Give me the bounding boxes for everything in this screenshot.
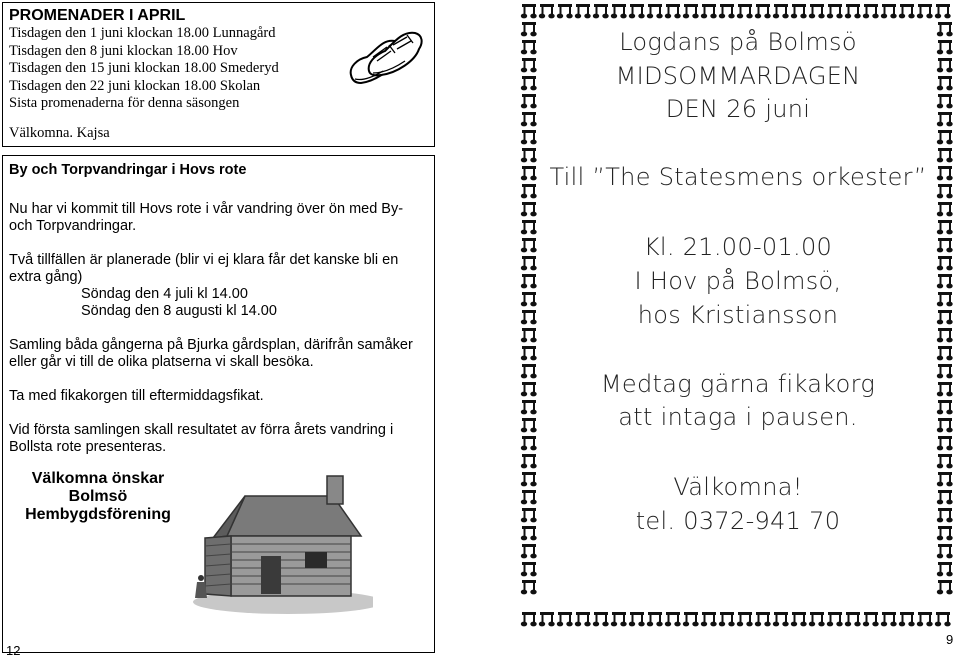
event-date: DEN 26 juni	[665, 95, 811, 123]
vandring-paragraph: Nu har vi kommit till Hovs rote i vår vandring över ön med By- och Torpvandringar.	[9, 201, 404, 234]
event-phone: tel. 0372-941 70	[635, 507, 841, 535]
music-note-icon	[521, 364, 537, 378]
music-note-icon	[937, 400, 953, 414]
music-note-icon	[521, 612, 537, 626]
music-note-icon	[755, 612, 771, 626]
page-number-left: 12	[6, 643, 21, 658]
music-note-icon	[845, 612, 861, 626]
music-note-icon	[665, 4, 681, 18]
music-note-icon	[521, 400, 537, 414]
event-day: MIDSOMMARDAGEN	[615, 62, 861, 90]
music-note-icon	[937, 256, 953, 270]
signature-line: Bolmsö	[68, 488, 128, 505]
music-note-icon	[935, 612, 951, 626]
music-note-icon	[521, 94, 537, 108]
music-note-icon	[521, 76, 537, 90]
music-note-icon	[521, 40, 537, 54]
music-note-icon	[937, 112, 953, 126]
music-note-icon	[773, 612, 789, 626]
music-note-icon	[755, 4, 771, 18]
music-note-icon	[809, 4, 825, 18]
music-note-icon	[683, 612, 699, 626]
music-note-icon	[521, 562, 537, 576]
music-note-icon	[701, 4, 717, 18]
music-note-icon	[521, 436, 537, 450]
music-note-icon	[937, 310, 953, 324]
music-note-icon	[521, 382, 537, 396]
promenad-line: Tisdagen den 1 juni klockan 18.00 Lunnagård	[9, 25, 276, 41]
music-note-icon	[521, 490, 537, 504]
music-note-icon	[629, 4, 645, 18]
music-note-icon	[521, 310, 537, 324]
music-note-icon	[937, 562, 953, 576]
music-note-icon	[937, 58, 953, 72]
music-note-icon	[937, 346, 953, 360]
music-note-icon	[647, 4, 663, 18]
music-note-icon	[827, 4, 843, 18]
music-note-icon	[521, 544, 537, 558]
music-note-icon	[521, 220, 537, 234]
promenad-line: Tisdagen den 8 juni klockan 18.00 Hov	[9, 42, 238, 59]
page-number-right: 9	[946, 632, 954, 647]
vandring-date: Söndag den 4 juli kl 14.00	[81, 286, 248, 302]
music-note-icon	[937, 130, 953, 144]
music-note-icon	[521, 328, 537, 342]
music-note-icon	[937, 526, 953, 540]
music-note-icon	[575, 612, 591, 626]
vandring-paragraph: Vid första samlingen skall resultatet av förra årets vandring i Bollsta rote presenteras.	[9, 422, 394, 455]
music-note-icon	[521, 4, 537, 18]
event-host: hos Kristiansson	[637, 301, 839, 329]
music-note-icon	[683, 4, 699, 18]
music-note-icon	[937, 148, 953, 162]
music-note-icon	[521, 526, 537, 540]
music-note-icon	[937, 580, 953, 594]
music-note-icon	[827, 612, 843, 626]
music-note-icon	[937, 238, 953, 252]
music-note-icon	[791, 612, 807, 626]
music-note-icon	[937, 328, 953, 342]
event-title: Logdans på Bolmsö	[619, 28, 857, 56]
music-note-icon	[593, 4, 609, 18]
music-note-icon	[917, 612, 933, 626]
music-note-icon	[521, 274, 537, 288]
music-note-icon	[881, 4, 897, 18]
vandring-paragraph: Ta med fikakorgen till eftermiddagsfikat.	[9, 388, 264, 404]
music-note-icon	[521, 580, 537, 594]
music-note-icon	[521, 256, 537, 270]
music-note-icon	[521, 22, 537, 36]
promenad-line: Sista promenaderna för denna säsongen	[9, 95, 240, 111]
vandring-paragraph: Samling båda gångerna på Bjurka gårdsplan, därifrån samåker eller går vi till de olika platserna vi skall besöka.	[9, 337, 413, 370]
music-note-icon	[937, 22, 953, 36]
promenader-title: PROMENADER I APRIL	[9, 7, 186, 24]
music-note-icon	[935, 4, 951, 18]
music-note-icon	[647, 612, 663, 626]
music-note-icon	[937, 292, 953, 306]
music-note-icon	[611, 4, 627, 18]
shoes-icon	[343, 23, 428, 93]
music-note-icon	[521, 184, 537, 198]
music-note-icon	[521, 130, 537, 144]
music-note-icon	[521, 472, 537, 486]
music-note-icon	[937, 220, 953, 234]
music-note-icon	[937, 382, 953, 396]
music-note-icon	[937, 40, 953, 54]
event-welcome: Välkomna!	[673, 473, 803, 501]
music-note-icon	[917, 4, 933, 18]
event-place: I Hov på Bolmsö,	[634, 267, 842, 295]
music-note-icon	[937, 418, 953, 432]
music-note-icon	[719, 612, 735, 626]
music-note-icon	[737, 612, 753, 626]
music-note-icon	[845, 4, 861, 18]
music-note-icon	[937, 544, 953, 558]
music-note-icon	[539, 4, 555, 18]
music-note-icon	[521, 202, 537, 216]
music-note-icon	[937, 436, 953, 450]
music-note-icon	[521, 454, 537, 468]
music-note-icon	[773, 4, 789, 18]
signature-line: Hembygdsförening	[25, 506, 171, 523]
music-note-icon	[719, 4, 735, 18]
vandring-paragraph: Två tillfällen är planerade (blir vi ej klara får det kanske bli en extra gång)	[9, 252, 399, 285]
music-note-icon	[881, 612, 897, 626]
music-note-icon	[521, 346, 537, 360]
music-note-icon	[937, 166, 953, 180]
signature-line: Välkomna önskar	[31, 470, 165, 487]
log-cabin-icon	[193, 474, 373, 614]
music-note-icon	[611, 612, 627, 626]
music-note-icon	[937, 76, 953, 90]
promenad-line: Tisdagen den 22 juni klockan 18.00 Skolan	[9, 77, 261, 94]
promenad-line: Tisdagen den 15 juni klockan 18.00 Smederyd	[9, 60, 279, 76]
music-note-icon	[937, 202, 953, 216]
music-note-icon	[937, 508, 953, 522]
music-note-icon	[521, 166, 537, 180]
music-note-icon	[521, 148, 537, 162]
event-note: Medtag gärna fikakorg	[600, 370, 876, 398]
promenader-box	[2, 2, 435, 147]
music-note-icon	[557, 612, 573, 626]
music-note-icon	[863, 612, 879, 626]
music-note-icon	[863, 4, 879, 18]
vandring-heading: By och Torpvandringar i Hovs rote	[9, 162, 247, 178]
music-note-icon	[521, 508, 537, 522]
music-note-icon	[521, 58, 537, 72]
vandring-box	[2, 155, 435, 653]
music-note-icon	[937, 184, 953, 198]
event-time: Kl. 21.00-01.00	[643, 233, 833, 261]
music-note-icon	[791, 4, 807, 18]
music-note-icon	[701, 612, 717, 626]
music-note-icon	[937, 364, 953, 378]
music-note-icon	[937, 454, 953, 468]
music-note-icon	[937, 490, 953, 504]
music-note-icon	[521, 238, 537, 252]
vandring-date: Söndag den 8 augusti kl 14.00	[81, 303, 277, 319]
music-note-icon	[521, 418, 537, 432]
music-note-icon	[899, 4, 915, 18]
music-note-icon	[593, 612, 609, 626]
music-note-icon	[809, 612, 825, 626]
music-note-icon	[575, 4, 591, 18]
event-band: Till ”The Statesmens orkester”	[549, 163, 927, 191]
music-note-icon	[937, 274, 953, 288]
music-note-icon	[521, 112, 537, 126]
music-note-icon	[521, 292, 537, 306]
music-note-icon	[539, 612, 555, 626]
music-note-icon	[899, 612, 915, 626]
promenader-welcome: Välkomna. Kajsa	[9, 125, 110, 141]
music-note-icon	[937, 472, 953, 486]
music-note-icon	[629, 612, 645, 626]
music-note-icon	[557, 4, 573, 18]
event-note: att intaga i pausen.	[618, 403, 858, 431]
music-note-icon	[665, 612, 681, 626]
music-note-icon	[937, 94, 953, 108]
music-note-icon	[737, 4, 753, 18]
